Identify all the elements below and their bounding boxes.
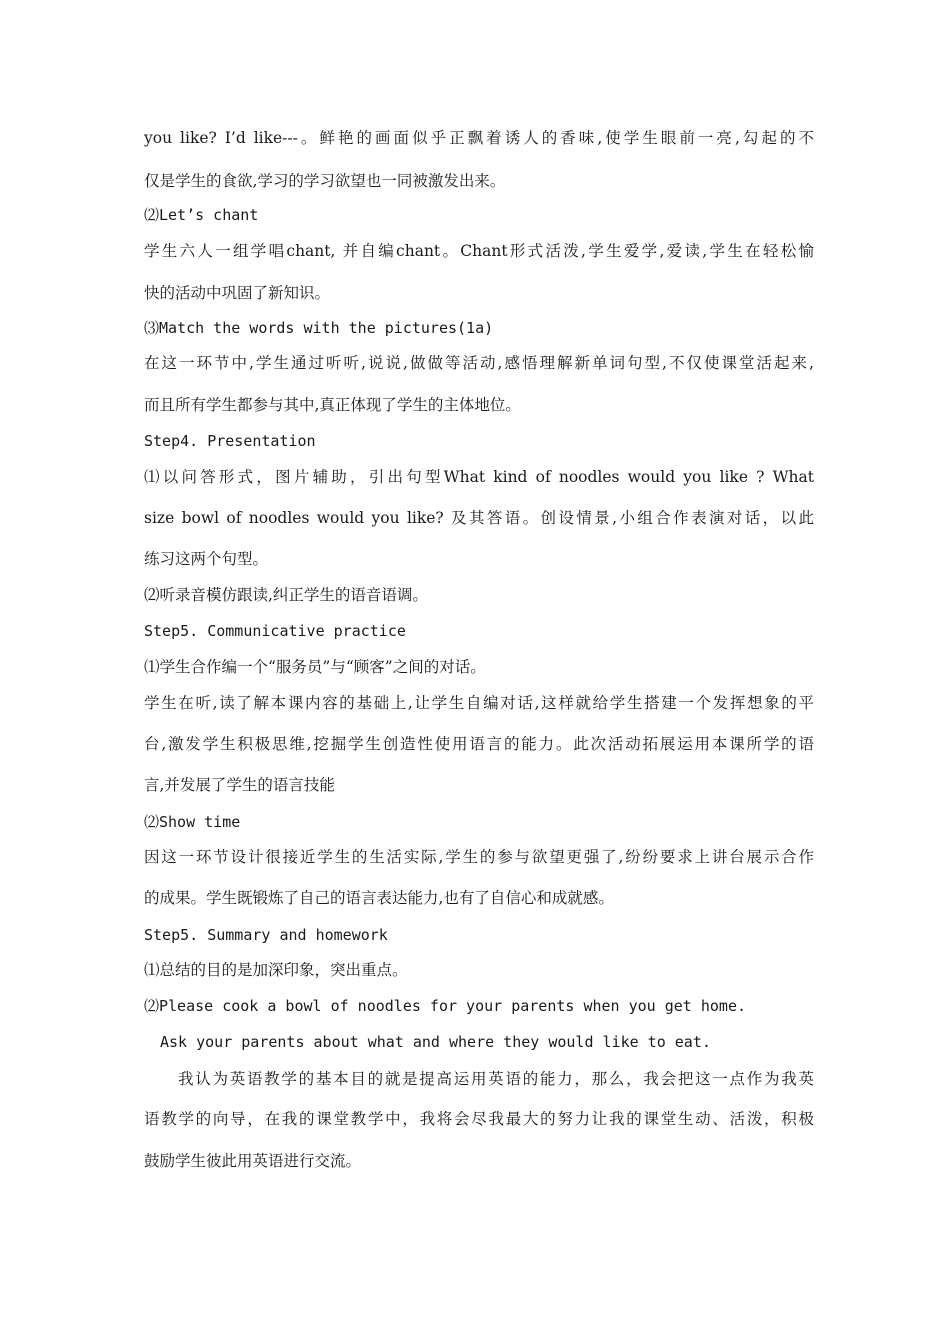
text-line: size bowl of noodles would you like? 及其答语。创设情景,小组合作表演对话，以此: [144, 509, 814, 527]
text-line: 台,激发学生积极思维,挖掘学生创造性使用语言的能力。此次活动拓展运用本课所学的语: [144, 735, 814, 753]
text-line: 练习这两个句型。: [144, 550, 269, 568]
text-line: 鼓励学生彼此用英语进行交流。: [144, 1152, 362, 1170]
text-line: 因这一环节设计很接近学生的生活实际,学生的参与欲望更强了,纷纷要求上讲台展示合作: [144, 848, 814, 866]
step-heading: Step5. Summary and homework: [144, 926, 388, 944]
subheading-lets-chant: ⑵Let’s chant: [144, 206, 259, 224]
subheading-match-words: ⑶Match the words with the pictures(1a): [144, 319, 494, 337]
text-line: 语教学的向导，在我的课堂教学中，我将会尽我最大的努力让我的课堂生动、活泼，积极: [144, 1110, 814, 1128]
text-line: ⑴学生合作编一个“服务员”与“顾客”之间的对话。: [144, 658, 486, 676]
text-line: 而且所有学生都参与其中,真正体现了学生的主体地位。: [144, 396, 521, 414]
step-heading: Step5. Communicative practice: [144, 622, 406, 640]
text-line: 我认为英语教学的基本目的就是提高运用英语的能力，那么，我会把这一点作为我英: [178, 1070, 814, 1088]
text-line: 的成果。学生既锻炼了自己的语言表达能力,也有了自信心和成就感。: [144, 889, 614, 907]
subheading-show-time: ⑵Show time: [144, 813, 241, 831]
text-line: ⑵听录音模仿跟读,纠正学生的语音语调。: [144, 586, 428, 604]
homework-line: ⑵Please cook a bowl of noodles for your parents when you get home.: [144, 997, 746, 1015]
text-line: ⑴总结的目的是加深印象，突出重点。: [144, 961, 408, 979]
text-line: 在这一环节中,学生通过听听,说说,做做等活动,感悟理解新单词句型,不仅使课堂活起来,: [144, 354, 814, 372]
step-heading: Step4. Presentation: [144, 432, 316, 450]
text-line: ⑴以问答形式，图片辅助，引出句型What kind of noodles would you like ? What: [144, 468, 814, 486]
text-line: 仅是学生的食欲,学习的学习欲望也一同被激发出来。: [144, 172, 506, 190]
homework-line: Ask your parents about what and where they would like to eat.: [160, 1033, 711, 1051]
text-line: 学生六人一组学唱chant, 并自编chant。Chant形式活泼,学生爱学,爱读,学生在轻松愉: [144, 242, 814, 260]
text-line: 学生在听,读了解本课内容的基础上,让学生自编对话,这样就给学生搭建一个发挥想象的平: [144, 694, 814, 712]
text-line: you like? I’d like---。鲜艳的画面似乎正飘着诱人的香味,使学生眼前一亮,勾起的不: [144, 129, 814, 147]
text-line: 言,并发展了学生的语言技能: [144, 776, 335, 794]
text-line: 快的活动中巩固了新知识。: [144, 284, 331, 302]
